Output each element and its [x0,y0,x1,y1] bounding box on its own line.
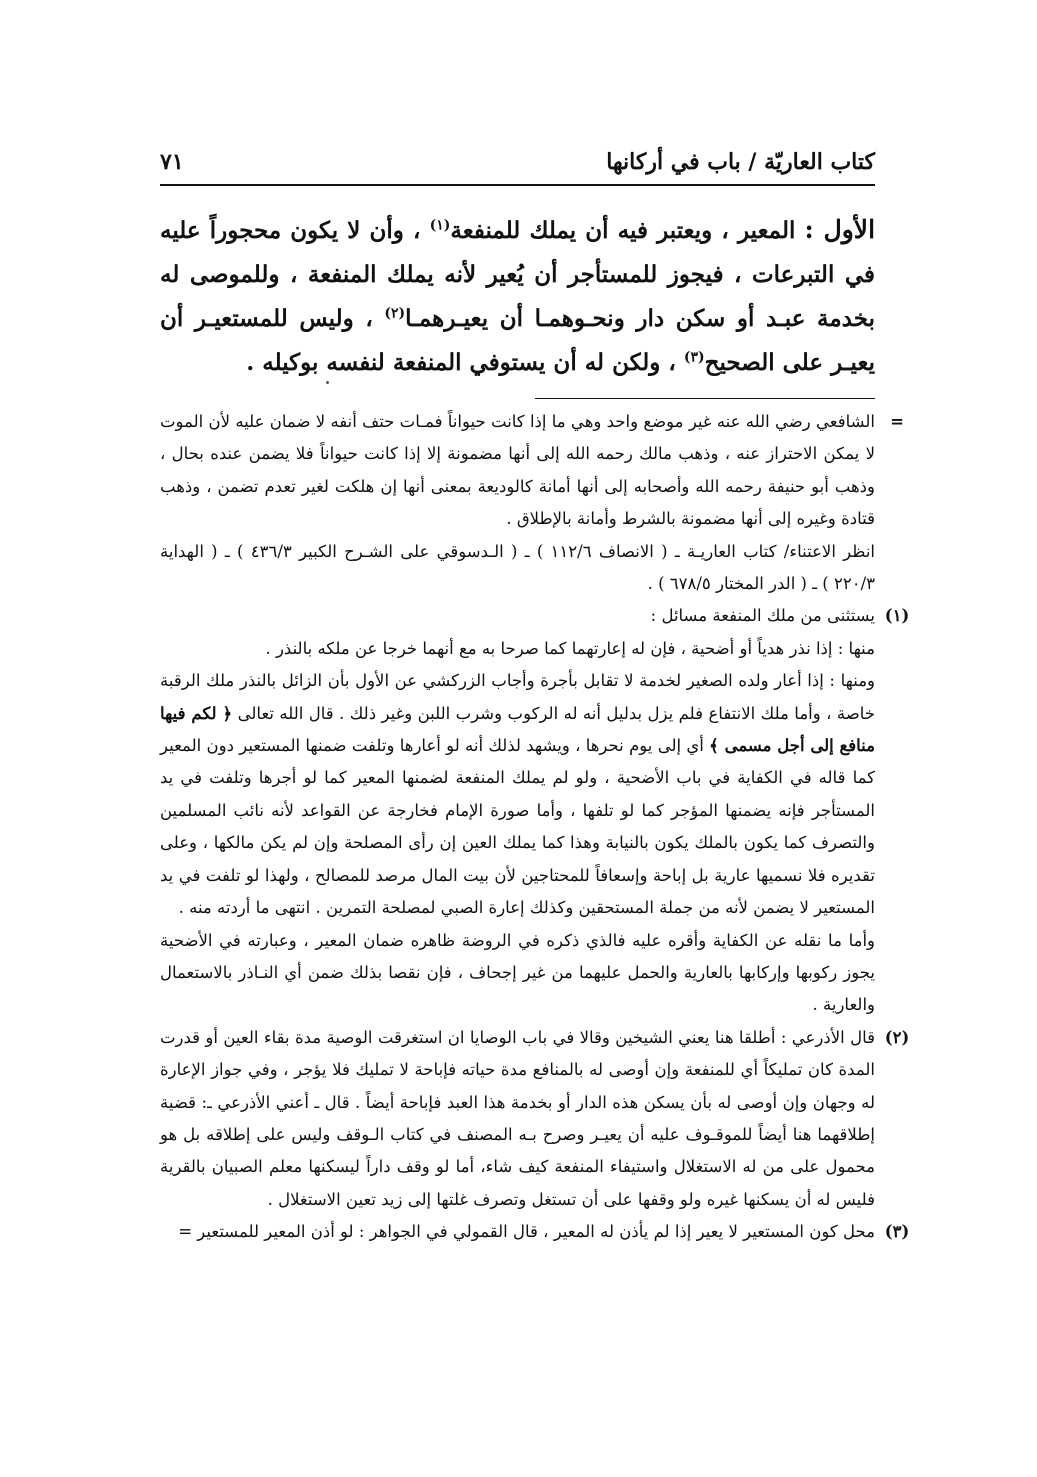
footnote-separator [535,398,875,399]
footnote-2-mark: (٢) [884,1027,910,1047]
footnote-2-text: قال الأذرعي : أطلقا هنا يعني الشيخين وقالا في باب الوصايا ان استغرقت الوصية مدة بقاء العين أو قدرت المدة كان تمليكاً أي للمنفعة وإن أوصى له بالمنافع مدة حياته فإباحة لا تمليك فلا يؤجر ، وفي جواز الإعارة له وجهان وإن أوصى له بأن يسكن هذه الدار أو بخدمة هذا العبد فإباحة أيضاً . قال ـ أعني الأذرعي ـ: قضية إطلاقهما هنا أيضاً للموقـوف عليه أن يعيـر وصرح بـه المصنف في كتاب الـوقف وليس على إطلاقه بل هو محمول على من له الاستغلال واستيفاء المنفعة كيف شاء، أما لو وقف داراً ليسكنها معلم الصبيان بالقرية فليس له أن يسكنها غيره ولو وقفها على أن تستغل وتصرف غلتها إلى زيد تعين الاستغلال . [160,1027,875,1209]
footnote-1-a: منها : إذا نذر هدياً أو أضحية ، فإن له إعارتهما كما صرحا به مع أنهما خرجا عن ملكه بالنذر . [265,638,875,658]
main-text-part-2: ، وأن لا يكون محجوراً عليه في التبرعات ، فيجوز للمستأجر أن يُعير لأنه يملك المنفعة ، وللموصى له بخدمة عبـد أو سكن دار ونحـوهمـا أن يعيـرهمـا [160,217,875,332]
main-text-part-3: ، وليس للمستعيـر أن يعيـر على الصحيح [160,305,875,376]
footnote-1-b-part-1: ومنها : إذا أعار ولده الصغير لخدمة لا تقابل بأجرة وأجاب الزركشي عن الأول بأن الزائل بالنذر ملك الرقبة خاصة ، وأما ملك الانتفاع فلم يزل بدليل أنه له الركوب وشرب اللبن وغير ذلك . قال الله تعالى [160,671,876,723]
footnote-1-b-part-2: أي إلى يوم نحرها ، ويشهد لذلك أنه لو أعارها وتلفت ضمنها المستعير دون المعير كما قاله في الكفاية في باب الأضحية ، ولو لم يملك المنفعة لضمنها المعير كما لو أجرها وتلفت في يد المستأجر فإنه يضمنها المؤجر كما لو تلفها ، وأما صورة الإمام فخارجة عن القواعد لأنه نائب المسلمين والتصرف كما يكون بالملك يكون بالنيابة وهذا كما يملك العين إن رأى المصلحة وإن لم يكن مالكها ، وعلى تقديره فلا نسميها عارية بل إباحة وإسعافاً للمحتاجين لأن بيت المال مرصد للمصالح ، ولهذا لو تلفت في يد المستعير لا يضمن لأنه من جملة المستحقين وكذلك إعارة الصبي لمصلحة التمرين . انتهى ما أردته منه . [160,736,875,918]
main-text [160,208,875,385]
footnote-ref-1[interactable]: (١) [429,217,451,234]
footnote-continuation [160,406,904,600]
page-number: ٧١ [160,149,184,175]
running-header [160,140,875,186]
footnote-1-mark: (١) [884,606,910,626]
continuation-mark: = [890,412,904,431]
lead-word: الأول : [804,215,876,244]
footnotes [160,406,910,1249]
quran-verse: ﴿ لكم فيها منافع إلى أجل مسمى ﴾ [160,703,876,756]
footnote-ref-2[interactable]: (٢) [384,305,406,322]
footnote-1-b [160,665,875,924]
footnote-1-intro: يستثنى من ملك المنفعة مسائل : [650,606,875,626]
main-text-part-4: ، ولكن له أن يستوفي المنفعة لنفسه بوكيله . [246,349,676,376]
footnote-3 [160,1216,910,1248]
continuation-text: الشافعي رضي الله عنه غير موضع واحد وهي ما إذا كانت حيواناً فمـات حتف أنفه لا ضمان عليه لأن الموت لا يمكن الاحتراز عنه ، وذهب مالك رحمه الله إلى أنها مضمونة إلا إذا كانت حيواناً فلا يضمن عنده بحال ، وذهب أبو حنيفة رحمه الله وأصحابه إلى أنها أمانة كالوديعة بمعنى أنها إن هلكت لغير تعدم تضمن ، وذهب قتادة وغيره إلى أنها مضمونة بالشرط وأمانة بالإطلاق . [160,412,875,529]
footnote-2 [160,1022,910,1216]
scan-speck [326,381,329,384]
footnote-3-mark: (٣) [884,1222,910,1242]
chapter-title: كتاب العاريّة / باب في أركانها [606,149,875,175]
main-paragraph [160,208,875,385]
footnote-3-text: محل كون المستعير لا يعير إذا لم يأذن له المعير ، قال القمولي في الجواهر : لو أذن المعير للمستعير = [178,1222,875,1242]
references: انظر الاعتناء/ كتاب العاريـة ـ ( الانصاف ١١٢/٦ ) ـ ( الـدسوقي على الشـرح الكبير ٤٣٦/٣ ) ـ ( الهداية ٢٢٠/٣ ) ـ ( الدر المختار ٦٧٨/٥ ) . [160,541,875,594]
footnote-ref-3[interactable]: (٣) [683,349,705,366]
footnote-1-c: وأما ما نقله عن الكفاية وأقره عليه فالذي ذكره في الروضة ظاهره ضمان المعير ، وعبارته في الأضحية يجوز ركوبها وإركابها بالعارية والحمل عليهما من غير إجحاف ، فإن نقصا بذلك ضمن أي النـاذر بالاستعمال والعارية . [160,930,875,1015]
main-text-part-1: المعير ، ويعتبر فيه أن يملك للمنفعة [450,217,796,244]
footnote-1 [160,600,910,1021]
